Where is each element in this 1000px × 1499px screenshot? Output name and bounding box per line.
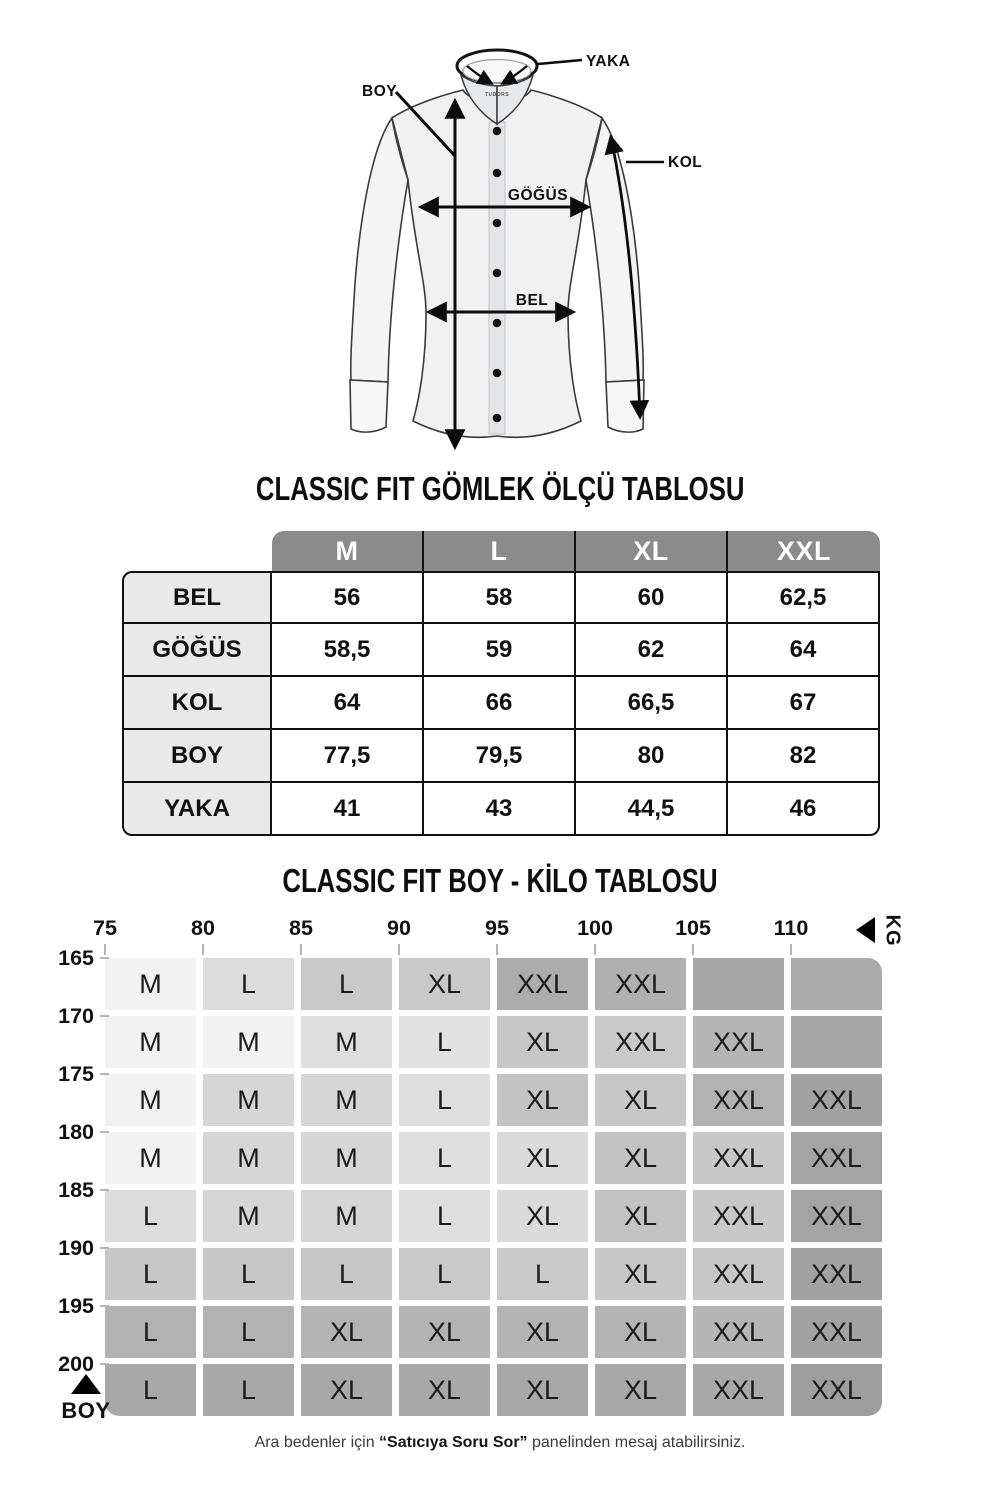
fit-matrix-cell: L [203,1306,294,1358]
weight-tick-mark [594,944,596,955]
size-table-value: 58 [424,571,576,624]
height-tick-label: 190 [58,1236,94,1260]
fit-matrix-cell: XXL [497,958,588,1010]
size-table-value: 46 [728,783,880,836]
fit-matrix-cell: XL [595,1190,686,1242]
fit-matrix-cell: L [105,1306,196,1358]
shirt-left-sleeve [351,118,408,382]
fit-matrix-cell: XL [497,1132,588,1184]
size-table-value: 66,5 [576,677,728,730]
fit-matrix-cell: M [105,1132,196,1184]
weight-tick-mark [496,944,498,955]
weight-tick-label: 80 [191,916,215,940]
fit-matrix-cell: M [203,1074,294,1126]
weight-tick-mark [104,944,106,955]
size-table-row-label: BEL [122,571,272,624]
fit-matrix-cell: XXL [595,1016,686,1068]
boy-label: BOY [362,83,398,100]
fit-matrix-cell: XL [595,1306,686,1358]
footer-text-before: Ara bedenler için [254,1434,380,1451]
weight-tick-label: 85 [289,916,313,940]
boy-arrow-icon [71,1374,101,1394]
fit-matrix-cell: L [399,1132,490,1184]
fit-matrix-cell: M [301,1190,392,1242]
fit-matrix [105,958,882,1416]
boy-axis-marker [60,1374,112,1424]
fit-matrix-cell: XXL [791,1364,882,1416]
size-column-header: XL [576,531,728,571]
fit-matrix-cell: XL [301,1306,392,1358]
fit-matrix-cell: M [301,1016,392,1068]
height-tick-mark [100,1073,109,1075]
height-tick-label: 195 [58,1294,94,1318]
weight-tick-label: 110 [773,916,809,940]
fit-matrix-cell: XXL [693,1248,784,1300]
size-table-row-label: YAKA [122,783,272,836]
fit-matrix-cell: M [105,1074,196,1126]
fit-matrix-cell: M [203,1016,294,1068]
height-tick-label: 165 [58,946,94,970]
size-table-title [0,470,1000,508]
size-column-header: XXL [728,531,880,571]
fit-matrix-cell: XL [595,1364,686,1416]
fit-matrix-cell: XXL [693,1016,784,1068]
size-table-title-text: CLASSIC FIT GÖMLEK ÖLÇÜ TABLOSU [255,470,745,507]
height-tick-mark [100,1131,109,1133]
size-table-value: 64 [272,677,424,730]
fit-matrix-cell: L [301,958,392,1010]
gogus-label: GÖĞÜS [507,187,569,204]
size-table-value: 58,5 [272,624,424,677]
size-table-value: 64 [728,624,880,677]
fit-matrix-title-text: CLASSIC FIT BOY - KİLO TABLOSU [282,862,718,899]
fit-matrix-cell [791,1016,882,1068]
fit-matrix-cell: XXL [595,958,686,1010]
size-table-value: 77,5 [272,730,424,783]
size-table-row-label: BOY [122,730,272,783]
fit-matrix-cell: M [203,1190,294,1242]
fit-matrix-cell: XL [595,1074,686,1126]
fit-matrix-cell [791,958,882,1010]
size-table-value: 79,5 [424,730,576,783]
fit-matrix-cell: L [399,1190,490,1242]
fit-matrix-cell: XXL [791,1248,882,1300]
fit-matrix-cell: M [105,1016,196,1068]
brand-label: TUDORS [484,92,510,98]
fit-matrix-cell: XXL [693,1074,784,1126]
size-column-header: L [424,531,576,571]
fit-matrix-cell: L [399,1248,490,1300]
weight-tick-label: 105 [675,916,711,940]
height-tick-label: 180 [58,1120,94,1144]
bel-label: BEL [515,292,549,309]
size-table-value: 82 [728,730,880,783]
footer-text-after: panelinden mesaj atabilirsiniz. [527,1434,746,1451]
size-table-value: 62,5 [728,571,880,624]
yaka-pointer-line [538,60,582,64]
fit-matrix-cell: XL [497,1306,588,1358]
fit-matrix-cell: XL [301,1364,392,1416]
weight-tick-mark [202,944,204,955]
fit-matrix-cell: L [301,1248,392,1300]
fit-matrix-cell: L [105,1248,196,1300]
height-tick-mark [100,957,109,959]
size-table-row-label: KOL [122,677,272,730]
yaka-label: YAKA [586,53,631,70]
kol-label: KOL [668,154,703,171]
size-table-value: 41 [272,783,424,836]
size-table-value: 60 [576,571,728,624]
fit-matrix-cell: L [399,1016,490,1068]
fit-matrix-cell: XXL [791,1306,882,1358]
fit-matrix-cell: L [105,1190,196,1242]
size-table-corner [122,531,272,571]
shirt-measurement-diagram [280,28,720,473]
size-table-value: 56 [272,571,424,624]
size-table-value: 62 [576,624,728,677]
fit-matrix-cell: L [203,1248,294,1300]
fit-matrix-cell: XXL [693,1190,784,1242]
size-table-value: 80 [576,730,728,783]
height-tick-label: 175 [58,1062,94,1086]
weight-tick-mark [398,944,400,955]
fit-matrix-cell: M [105,958,196,1010]
fit-matrix-cell: L [497,1248,588,1300]
fit-matrix-cell: XL [595,1248,686,1300]
size-table-value: 67 [728,677,880,730]
fit-matrix-cell: L [399,1074,490,1126]
fit-matrix-cell [693,958,784,1010]
height-tick-label: 185 [58,1178,94,1202]
kg-axis-label: KG [881,914,904,946]
size-column-header: M [272,531,424,571]
fit-matrix-cell: XXL [693,1364,784,1416]
fit-matrix-cell: XXL [693,1132,784,1184]
boy-axis-label: BOY [61,1398,111,1423]
fit-matrix-cell: M [203,1132,294,1184]
fit-matrix-cell: XL [399,1306,490,1358]
fit-matrix-cell: L [105,1364,196,1416]
fit-matrix-cell: XXL [791,1190,882,1242]
fit-matrix-cell: M [301,1132,392,1184]
height-tick-mark [100,1189,109,1191]
footer-note [0,1434,1000,1452]
weight-tick-label: 95 [485,916,509,940]
footer-text-bold: “Satıcıya Soru Sor” [379,1434,528,1451]
weight-tick-label: 90 [387,916,411,940]
size-table-value: 43 [424,783,576,836]
weight-tick-mark [300,944,302,955]
height-tick-label: 170 [58,1004,94,1028]
height-tick-mark [100,1015,109,1017]
size-table-row-label: GÖĞÜS [122,624,272,677]
height-tick-label: 200 [58,1352,94,1376]
height-tick-mark [100,1305,109,1307]
size-table-value: 59 [424,624,576,677]
fit-matrix-cell: XL [497,1074,588,1126]
weight-tick-mark [790,944,792,955]
fit-matrix-cell: M [301,1074,392,1126]
weight-tick-label: 100 [577,916,613,940]
fit-matrix-title [0,862,1000,900]
size-table-value: 44,5 [576,783,728,836]
height-tick-mark [100,1247,109,1249]
fit-matrix-cell: XL [497,1190,588,1242]
fit-matrix-cell: XL [399,958,490,1010]
size-table-value: 66 [424,677,576,730]
kg-axis-marker [856,914,908,946]
weight-tick-label: 75 [93,916,117,940]
fit-matrix-cell: L [203,958,294,1010]
fit-matrix-cell: XL [399,1364,490,1416]
shirt-left-cuff [350,380,388,432]
height-tick-mark [100,1363,109,1365]
fit-matrix-cell: XL [497,1016,588,1068]
fit-matrix-cell: XXL [791,1132,882,1184]
kg-arrow-icon [856,917,875,943]
fit-matrix-cell: XXL [791,1074,882,1126]
fit-matrix-cell: L [203,1364,294,1416]
fit-matrix-cell: XL [595,1132,686,1184]
weight-tick-mark [692,944,694,955]
size-table [122,531,880,836]
fit-matrix-cell: XXL [693,1306,784,1358]
fit-matrix-cell: XL [497,1364,588,1416]
